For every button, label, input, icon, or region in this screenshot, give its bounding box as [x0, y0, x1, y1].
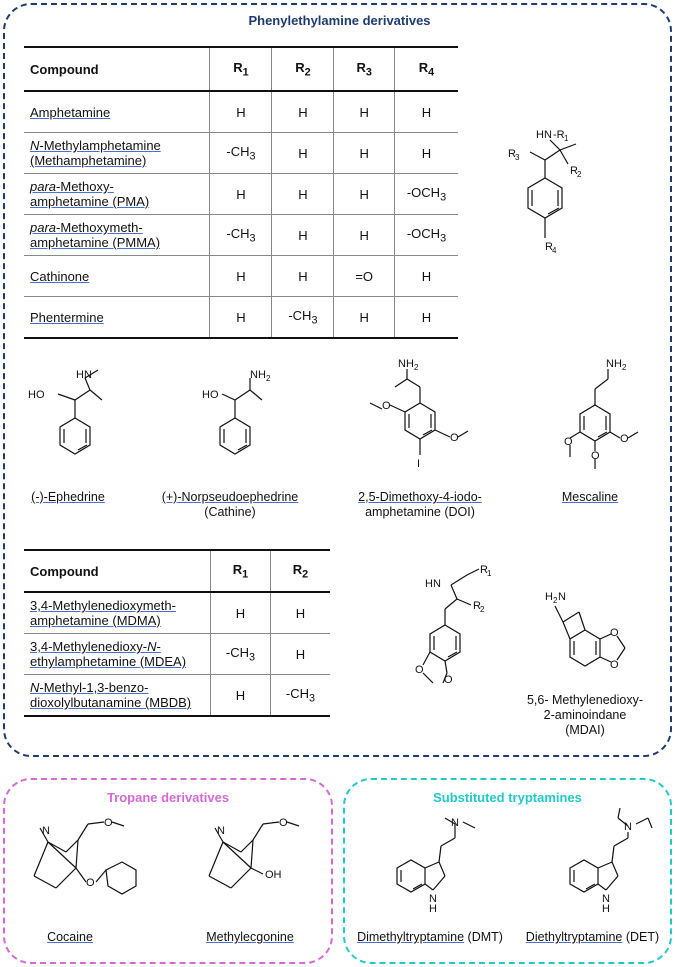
svg-text:3: 3 [515, 153, 520, 162]
svg-text:O: O [415, 664, 424, 676]
compound-name-cell [24, 675, 210, 717]
mdai-structure [545, 588, 645, 688]
svg-text:N: N [602, 893, 610, 905]
tropane-title: Tropane derivatives [106, 790, 230, 805]
svg-text:O: O [564, 436, 573, 448]
doi-label: 2,5-Dimethoxy-4-iodo- amphetamine (DOI) [358, 490, 482, 519]
svg-text:HN: HN [536, 129, 552, 141]
substituent-r3: H [334, 133, 395, 174]
table-row [24, 592, 330, 634]
svg-text:2: 2 [266, 374, 271, 383]
methylenedioxy-table [24, 549, 330, 717]
det-label: Diethyltryptamine (DET) [525, 930, 660, 944]
substituent-r2: H [270, 592, 330, 634]
svg-text:2: 2 [414, 363, 419, 372]
svg-text:R: R [545, 241, 553, 253]
svg-text:NH: NH [250, 369, 266, 381]
substituent-r1: H [210, 256, 272, 297]
col-r1-2: $R_1$ [210, 550, 270, 592]
substituent-r1: $-CH_3$ [210, 215, 272, 256]
substituent-r2: H [272, 133, 334, 174]
substituent-r1: H [210, 174, 272, 215]
substituent-r1: $-CH_3$ [210, 634, 270, 675]
svg-text:H: H [545, 591, 553, 603]
compound-name-cell [24, 297, 210, 339]
compound-name: 3,4-Methylenedioxy-N- ethylamphetamine (MDEA) [30, 639, 187, 669]
dmt-structure [375, 818, 495, 928]
doi-structure [360, 358, 480, 485]
col-r1: $R_1$ [210, 47, 272, 91]
table-row [24, 133, 458, 174]
svg-text:4: 4 [552, 246, 557, 255]
table-row [24, 297, 458, 339]
svg-text:N: N [558, 591, 566, 603]
svg-text:O: O [620, 433, 629, 445]
det-structure [548, 818, 668, 928]
svg-text:I: I [417, 458, 421, 470]
svg-text:O: O [279, 817, 288, 829]
svg-text:-R: -R [553, 129, 565, 141]
substituent-r1: H [210, 91, 272, 133]
col-r2: $R_2$ [272, 47, 334, 91]
svg-text:O: O [610, 627, 619, 639]
methylecgonine-structure [195, 817, 315, 920]
svg-text:HO: HO [202, 389, 219, 401]
svg-text:HO: HO [28, 389, 45, 401]
generic-phenylethylamine-structure [500, 130, 590, 260]
svg-text:H: H [429, 903, 437, 915]
compound-name-cell [24, 256, 210, 297]
svg-text:O: O [104, 817, 113, 829]
tryptamines-title: Substituted tryptamines [433, 790, 582, 805]
dmt-label: Dimethyltryptamine (DMT) [357, 930, 503, 944]
svg-text:1: 1 [487, 569, 492, 578]
compound-name: 3,4-Methylenedioxymeth- amphetamine (MDMA) [30, 598, 176, 628]
compound-name: Amphetamine [30, 104, 111, 120]
table-row [24, 91, 458, 133]
svg-text:OH: OH [265, 869, 282, 881]
col-compound-2: Compound [30, 563, 99, 579]
table-row [24, 174, 458, 215]
svg-text:N: N [429, 893, 437, 905]
svg-text:O: O [450, 432, 459, 444]
substituent-r3: H [334, 215, 395, 256]
svg-text:HN: HN [76, 369, 92, 381]
substituent-r2: H [272, 91, 334, 133]
col-r2-2: $R_2$ [270, 550, 330, 592]
svg-text:HN: HN [425, 578, 441, 590]
svg-text:1: 1 [564, 134, 569, 143]
substituent-r4: H [394, 297, 458, 339]
svg-text:R: R [570, 165, 578, 177]
svg-text:N: N [42, 825, 50, 837]
compound-name-cell [24, 634, 210, 675]
substituent-r2: H [272, 215, 334, 256]
table-row [24, 634, 330, 675]
substituent-r1: H [210, 592, 270, 634]
compound-name: N-Methylamphetamine (Methamphetamine) [30, 138, 161, 168]
mescaline-structure [540, 358, 650, 485]
svg-text:O: O [610, 659, 619, 671]
svg-text:N: N [451, 817, 459, 829]
substituent-r4: $-OCH_3$ [394, 174, 458, 215]
svg-text:O: O [444, 674, 453, 686]
mdai-label: 5,6- Methylenedioxy- 2-aminoindane (MDAI) [526, 693, 644, 737]
svg-text:N: N [217, 825, 225, 837]
compound-name: para-Methoxymeth- amphetamine (PMMA) [30, 220, 161, 250]
svg-text:2: 2 [480, 605, 485, 614]
compound-name: Cathinone [30, 268, 90, 284]
generic-mdma-structure [395, 565, 505, 705]
cocaine-label: Cocaine [47, 930, 93, 944]
methylecgonine-label: Methylecgonine [206, 930, 294, 944]
compound-name-cell [24, 133, 210, 174]
substituent-r2: H [272, 174, 334, 215]
norpseudoephedrine-structure [200, 368, 300, 468]
svg-text:NH: NH [606, 358, 622, 370]
svg-text:O: O [591, 450, 600, 462]
compound-name: Phentermine [30, 309, 104, 325]
col-compound: Compound [30, 61, 99, 77]
norpseudoephedrine-label: (+)-Norpseudoephedrine (Cathine) [161, 490, 299, 519]
substituent-r4: H [394, 133, 458, 174]
substituent-r4: H [394, 256, 458, 297]
substituent-r2: $-CH_3$ [270, 675, 330, 717]
compound-name-cell [24, 215, 210, 256]
mescaline-label: Mescaline [561, 490, 619, 504]
svg-text:H: H [602, 903, 610, 915]
svg-text:R: R [473, 600, 481, 612]
phenylethylamine-table [24, 46, 458, 339]
svg-text:N: N [624, 821, 632, 833]
svg-text:R: R [480, 564, 488, 576]
compound-name-cell [24, 174, 210, 215]
table-row [24, 215, 458, 256]
svg-text:R: R [508, 148, 516, 160]
cocaine-structure [20, 817, 170, 920]
substituent-r1: $-CH_3$ [210, 133, 272, 174]
compound-name: para-Methoxy- amphetamine (PMA) [30, 179, 150, 209]
svg-text:2: 2 [622, 363, 627, 372]
svg-text:NH: NH [398, 358, 414, 370]
substituent-r3: H [334, 91, 395, 133]
ephedrine-label: (-)-Ephedrine [31, 490, 105, 504]
substituent-r3: =O [334, 256, 395, 297]
substituent-r1: H [210, 675, 270, 717]
substituent-r4: $-OCH_3$ [394, 215, 458, 256]
substituent-r4: H [394, 91, 458, 133]
col-r4: $R_4$ [394, 47, 458, 91]
substituent-r2: H [270, 634, 330, 675]
substituent-r2: H [272, 256, 334, 297]
svg-text:2: 2 [553, 596, 558, 605]
substituent-r2: $-CH_3$ [272, 297, 334, 339]
substituent-r3: H [334, 174, 395, 215]
ephedrine-structure [20, 368, 120, 468]
svg-text:O: O [86, 877, 95, 889]
svg-text:2: 2 [577, 170, 582, 179]
table-row [24, 256, 458, 297]
substituent-r3: H [334, 297, 395, 339]
table-row [24, 675, 330, 717]
col-r3: $R_3$ [334, 47, 395, 91]
compound-name-cell [24, 91, 210, 133]
svg-text:O: O [382, 400, 391, 412]
substituent-r1: H [210, 297, 272, 339]
compound-name-cell [24, 592, 210, 634]
phenylethylamine-title: Phenylethylamine derivatives [248, 13, 431, 28]
compound-name: N-Methyl-1,3-benzo- dioxolylbutanamine (MBDB) [30, 680, 192, 710]
